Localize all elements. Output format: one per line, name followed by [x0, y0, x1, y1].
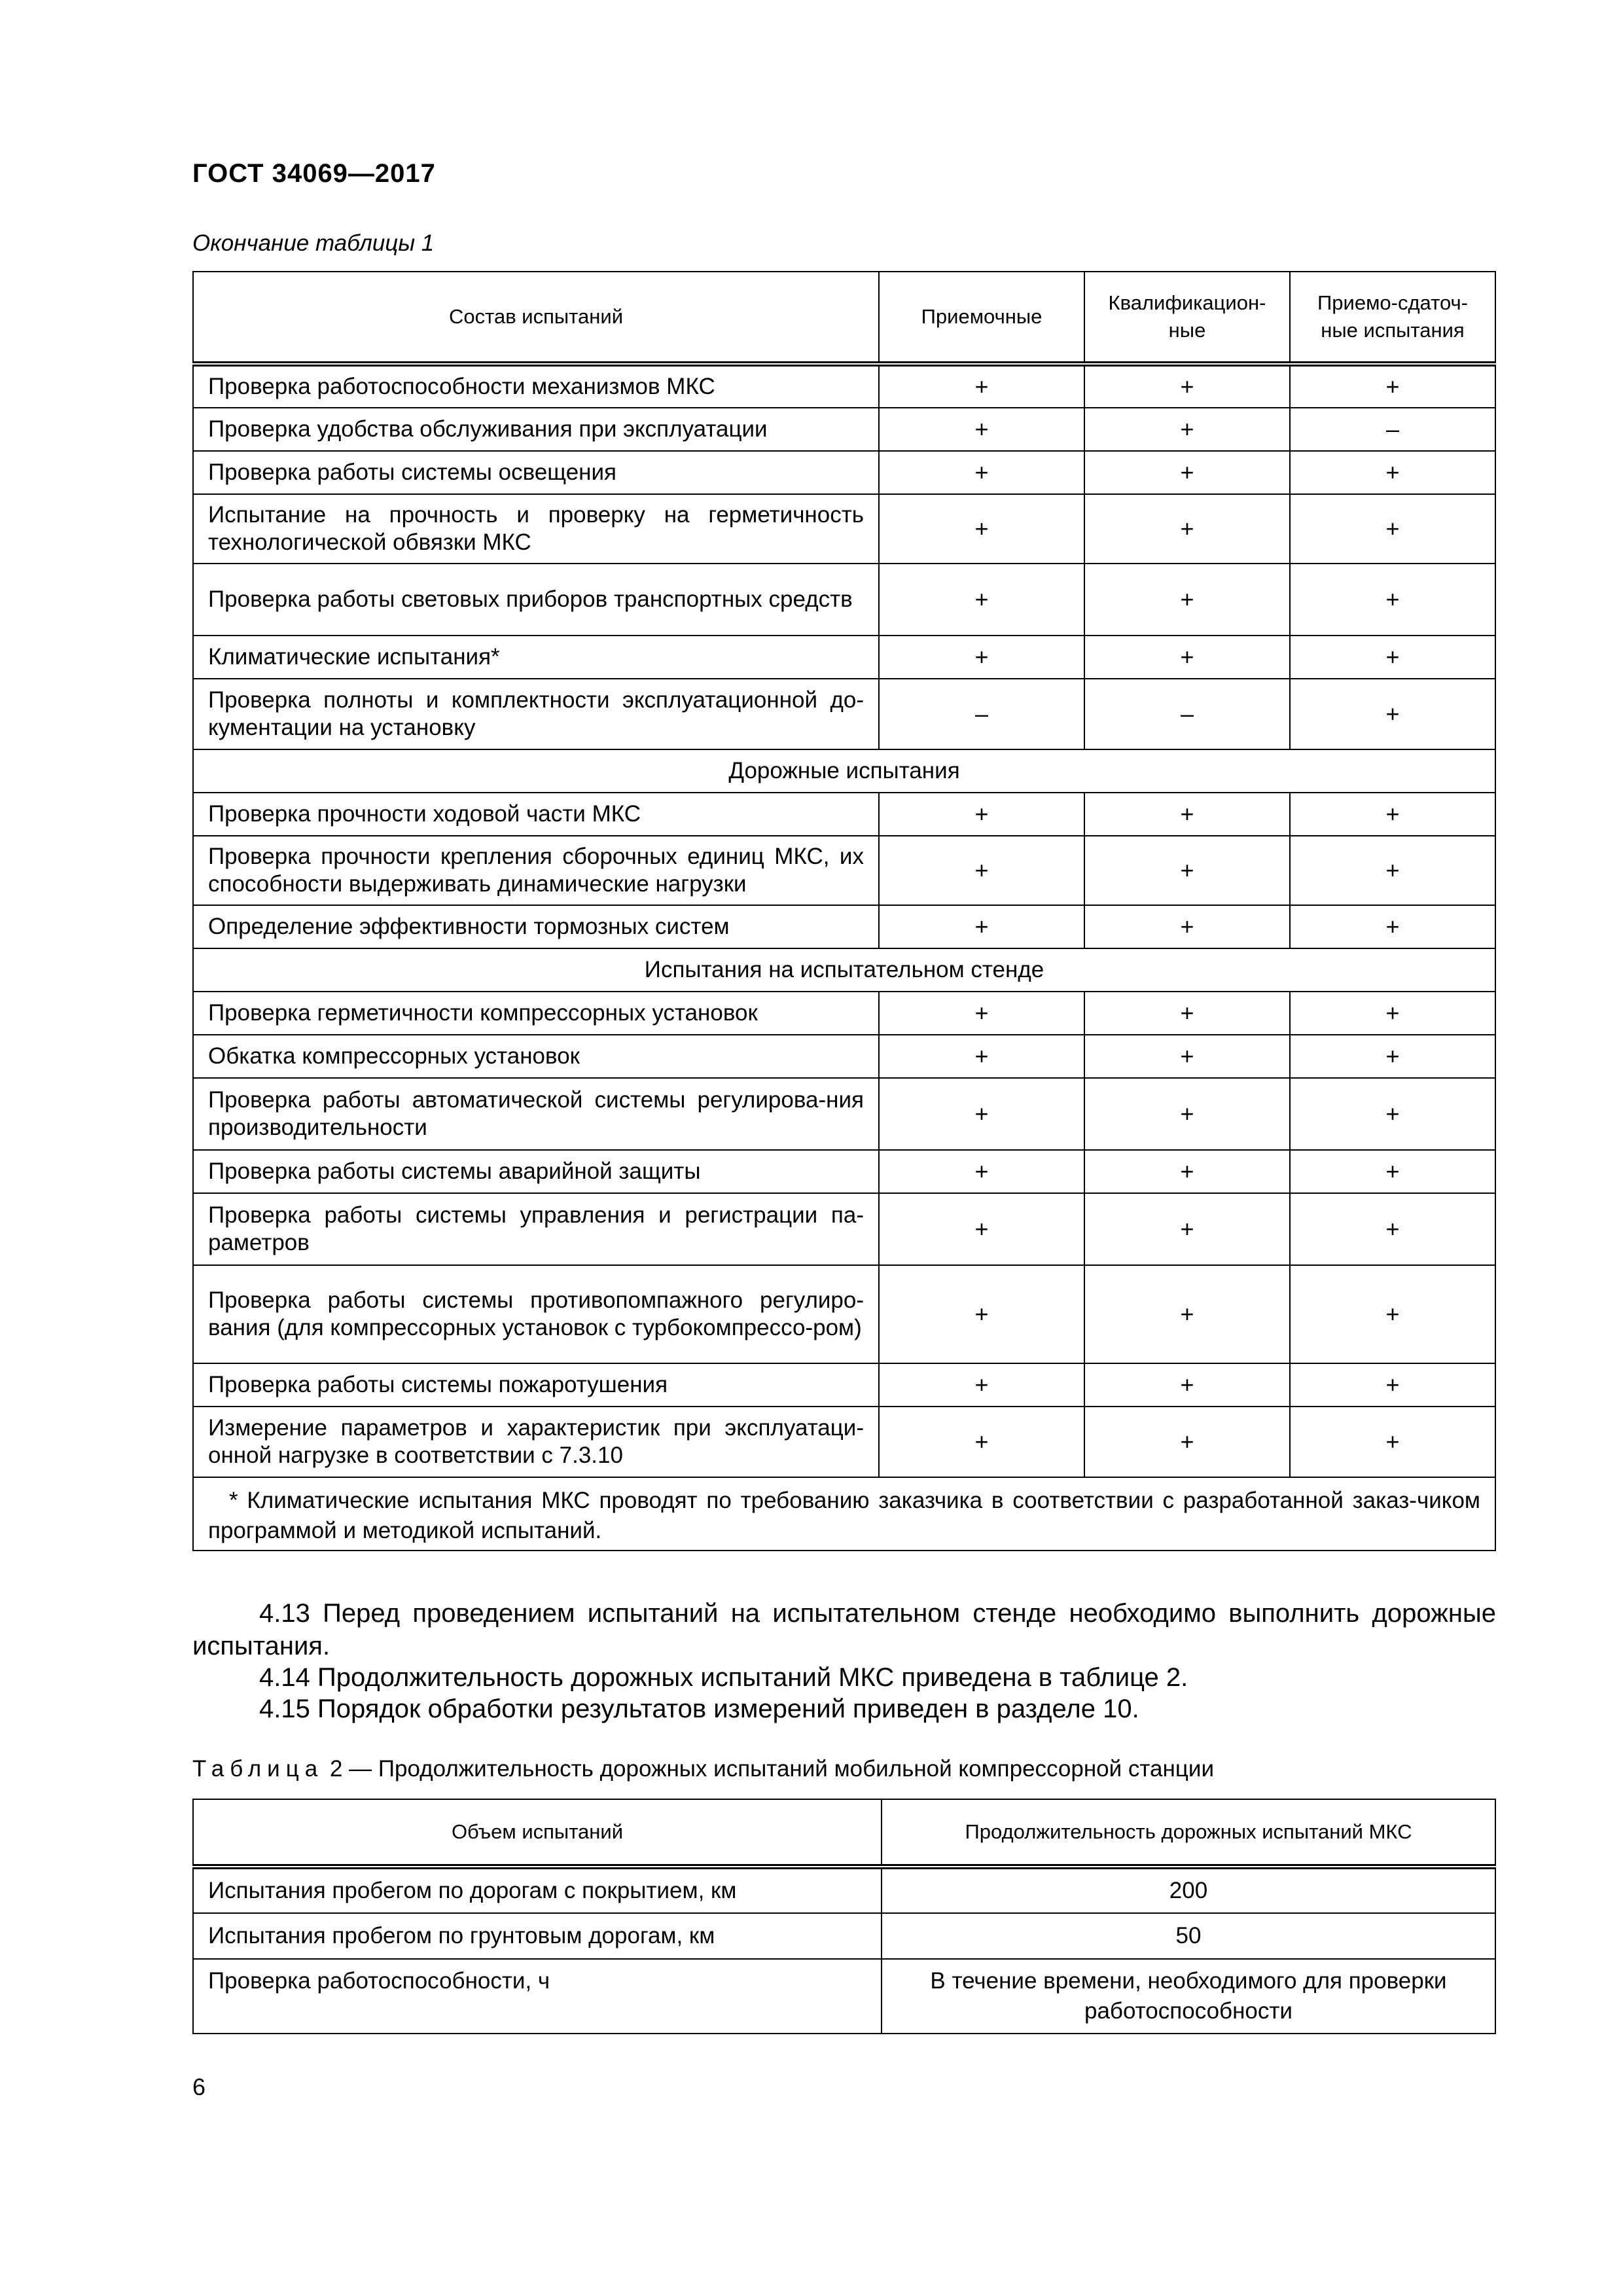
- paragraph-text: Перед проведением испытаний на испытательном стенде необходимо выполнить дорожные испытания.: [192, 1599, 1496, 1660]
- mark-delivery: +: [1290, 836, 1495, 905]
- mark-delivery: +: [1290, 1035, 1495, 1078]
- test-name: Проверка герметичности компрессорных установок: [193, 992, 879, 1035]
- duration-value: 50: [882, 1913, 1495, 1959]
- table-row: [193, 1150, 1495, 1193]
- mark-delivery: +: [1290, 1193, 1495, 1265]
- table-row: [193, 1265, 1495, 1363]
- table1-col-delivery: Приемо-сдаточ- ные испытания: [1290, 272, 1495, 364]
- mark-qualification: +: [1084, 1407, 1290, 1477]
- table-row: [193, 1913, 1495, 1959]
- paragraph-4-15: [192, 1693, 1496, 1725]
- paragraph-text: Порядок обработки результатов измерений приведен в разделе 10.: [317, 1695, 1139, 1723]
- scope-name: Испытания пробегом по дорогам с покрытием, км: [193, 1867, 882, 1913]
- paragraph-4-14: [192, 1661, 1496, 1694]
- mark-qualification: +: [1084, 836, 1290, 905]
- table2-header-row: [193, 1799, 1495, 1867]
- table-row: [193, 564, 1495, 636]
- mark-qualification: +: [1084, 494, 1290, 564]
- mark-delivery: +: [1290, 679, 1495, 749]
- paragraph-number: 4.15: [259, 1695, 310, 1723]
- mark-acceptance: +: [879, 564, 1084, 636]
- mark-delivery: +: [1290, 564, 1495, 636]
- scope-name: Проверка работоспособности, ч: [193, 1959, 882, 2034]
- test-name: Измерение параметров и характеристик при эксплуатаци-онной нагрузке в соответствии с 7.3.10: [193, 1407, 879, 1477]
- section-road-tests: Дорожные испытания: [193, 749, 1495, 793]
- mark-acceptance: +: [879, 1193, 1084, 1265]
- mark-delivery: +: [1290, 793, 1495, 836]
- mark-acceptance: +: [879, 992, 1084, 1035]
- table-row: [193, 451, 1495, 494]
- mark-delivery: +: [1290, 364, 1495, 408]
- table2-caption-number: 2: [329, 1756, 343, 1782]
- mark-qualification: +: [1084, 636, 1290, 679]
- mark-qualification: +: [1084, 1193, 1290, 1265]
- table1: [192, 271, 1496, 1551]
- test-name: Проверка работы системы аварийной защиты: [193, 1150, 879, 1193]
- page-number: 6: [192, 2073, 206, 2100]
- scope-name: Испытания пробегом по грунтовым дорогам, км: [193, 1913, 882, 1959]
- test-name: Проверка удобства обслуживания при эксплуатации: [193, 408, 879, 451]
- mark-qualification: +: [1084, 364, 1290, 408]
- table-row: [193, 793, 1495, 836]
- mark-delivery: +: [1290, 1363, 1495, 1407]
- mark-qualification: +: [1084, 564, 1290, 636]
- mark-acceptance: +: [879, 1363, 1084, 1407]
- table-row: [193, 408, 1495, 451]
- table2-caption-label: Таблица: [192, 1756, 324, 1782]
- mark-delivery: –: [1290, 408, 1495, 451]
- mark-acceptance: +: [879, 636, 1084, 679]
- mark-acceptance: +: [879, 364, 1084, 408]
- test-name: Проверка работы системы управления и регистрации па-раметров: [193, 1193, 879, 1265]
- mark-delivery: +: [1290, 1265, 1495, 1363]
- mark-delivery: +: [1290, 494, 1495, 564]
- test-name: Проверка работы системы освещения: [193, 451, 879, 494]
- table-row: [193, 1407, 1495, 1477]
- mark-acceptance: +: [879, 793, 1084, 836]
- page-header: ГОСТ 34069—2017: [192, 159, 436, 188]
- mark-acceptance: –: [879, 679, 1084, 749]
- table-row: [193, 905, 1495, 948]
- test-name: Проверка работоспособности механизмов МКС: [193, 364, 879, 408]
- mark-qualification: +: [1084, 1363, 1290, 1407]
- mark-qualification: –: [1084, 679, 1290, 749]
- mark-qualification: +: [1084, 1150, 1290, 1193]
- table-row: [193, 1035, 1495, 1078]
- table-row: [193, 836, 1495, 905]
- table-row: [193, 1193, 1495, 1265]
- table2-col-duration: Продолжительность дорожных испытаний МКС: [882, 1799, 1495, 1867]
- mark-delivery: +: [1290, 992, 1495, 1035]
- test-name: Обкатка компрессорных установок: [193, 1035, 879, 1078]
- table1-col-acceptance: Приемочные: [879, 272, 1084, 364]
- table-row: [193, 679, 1495, 749]
- table-row: [193, 1363, 1495, 1407]
- test-name: Проверка работы системы пожаротушения: [193, 1363, 879, 1407]
- mark-acceptance: +: [879, 451, 1084, 494]
- table1-col-qualification: Квалификацион- ные: [1084, 272, 1290, 364]
- table-row: [193, 364, 1495, 408]
- mark-acceptance: +: [879, 1035, 1084, 1078]
- table-row: [193, 636, 1495, 679]
- mark-qualification: +: [1084, 1265, 1290, 1363]
- mark-acceptance: +: [879, 1150, 1084, 1193]
- paragraph-text: Продолжительность дорожных испытаний МКС приведена в таблице 2.: [317, 1663, 1188, 1692]
- mark-qualification: +: [1084, 1035, 1290, 1078]
- mark-delivery: +: [1290, 636, 1495, 679]
- table1-caption: Окончание таблицы 1: [192, 230, 435, 256]
- test-name: Испытание на прочность и проверку на герметичность технологической обвязки МКС: [193, 494, 879, 564]
- footnote-row: [193, 1477, 1495, 1551]
- mark-acceptance: +: [879, 1265, 1084, 1363]
- table-row: [193, 1959, 1495, 2034]
- paragraph-number: 4.13: [259, 1599, 310, 1628]
- table2-caption: [192, 1756, 1214, 1782]
- mark-delivery: +: [1290, 1150, 1495, 1193]
- mark-qualification: +: [1084, 1078, 1290, 1150]
- mark-delivery: +: [1290, 905, 1495, 948]
- mark-acceptance: +: [879, 494, 1084, 564]
- duration-value: 200: [882, 1867, 1495, 1913]
- section-row: [193, 948, 1495, 992]
- test-name: Проверка прочности ходовой части МКС: [193, 793, 879, 836]
- table1-header-row: [193, 272, 1495, 364]
- table1-col-tests: Состав испытаний: [193, 272, 879, 364]
- paragraph-4-13: [192, 1597, 1496, 1662]
- table2: [192, 1799, 1496, 2034]
- mark-delivery: +: [1290, 1078, 1495, 1150]
- table-row: [193, 992, 1495, 1035]
- mark-acceptance: +: [879, 836, 1084, 905]
- mark-acceptance: +: [879, 1407, 1084, 1477]
- test-name: Проверка работы световых приборов транспортных средств: [193, 564, 879, 636]
- table-row: [193, 1078, 1495, 1150]
- test-name: Определение эффективности тормозных систем: [193, 905, 879, 948]
- test-name: Проверка работы системы противопомпажного регулиро-вания (для компрессорных установок с турбокомпрессо-ром): [193, 1265, 879, 1363]
- mark-delivery: +: [1290, 1407, 1495, 1477]
- test-name: Климатические испытания*: [193, 636, 879, 679]
- duration-value: В течение времени, необходимого для проверки работоспособности: [882, 1959, 1495, 2034]
- mark-acceptance: +: [879, 408, 1084, 451]
- paragraph-number: 4.14: [259, 1663, 310, 1692]
- mark-qualification: +: [1084, 992, 1290, 1035]
- mark-qualification: +: [1084, 408, 1290, 451]
- table2-col-scope: Объем испытаний: [193, 1799, 882, 1867]
- section-stand-tests: Испытания на испытательном стенде: [193, 948, 1495, 992]
- table-row: [193, 1867, 1495, 1913]
- mark-qualification: +: [1084, 451, 1290, 494]
- mark-acceptance: +: [879, 1078, 1084, 1150]
- table2-caption-text: — Продолжительность дорожных испытаний мобильной компрессорной станции: [349, 1756, 1215, 1782]
- table1-footnote: * Климатические испытания МКС проводят по требованию заказчика в соответствии с разработанной заказ-чиком программой и методикой испытаний.: [193, 1477, 1495, 1551]
- mark-delivery: +: [1290, 451, 1495, 494]
- mark-qualification: +: [1084, 793, 1290, 836]
- test-name: Проверка прочности крепления сборочных единиц МКС, их способности выдерживать динамические нагрузки: [193, 836, 879, 905]
- table-row: [193, 494, 1495, 564]
- test-name: Проверка полноты и комплектности эксплуатационной до-кументации на установку: [193, 679, 879, 749]
- section-row: [193, 749, 1495, 793]
- mark-qualification: +: [1084, 905, 1290, 948]
- test-name: Проверка работы автоматической системы регулирова-ния производительности: [193, 1078, 879, 1150]
- mark-acceptance: +: [879, 905, 1084, 948]
